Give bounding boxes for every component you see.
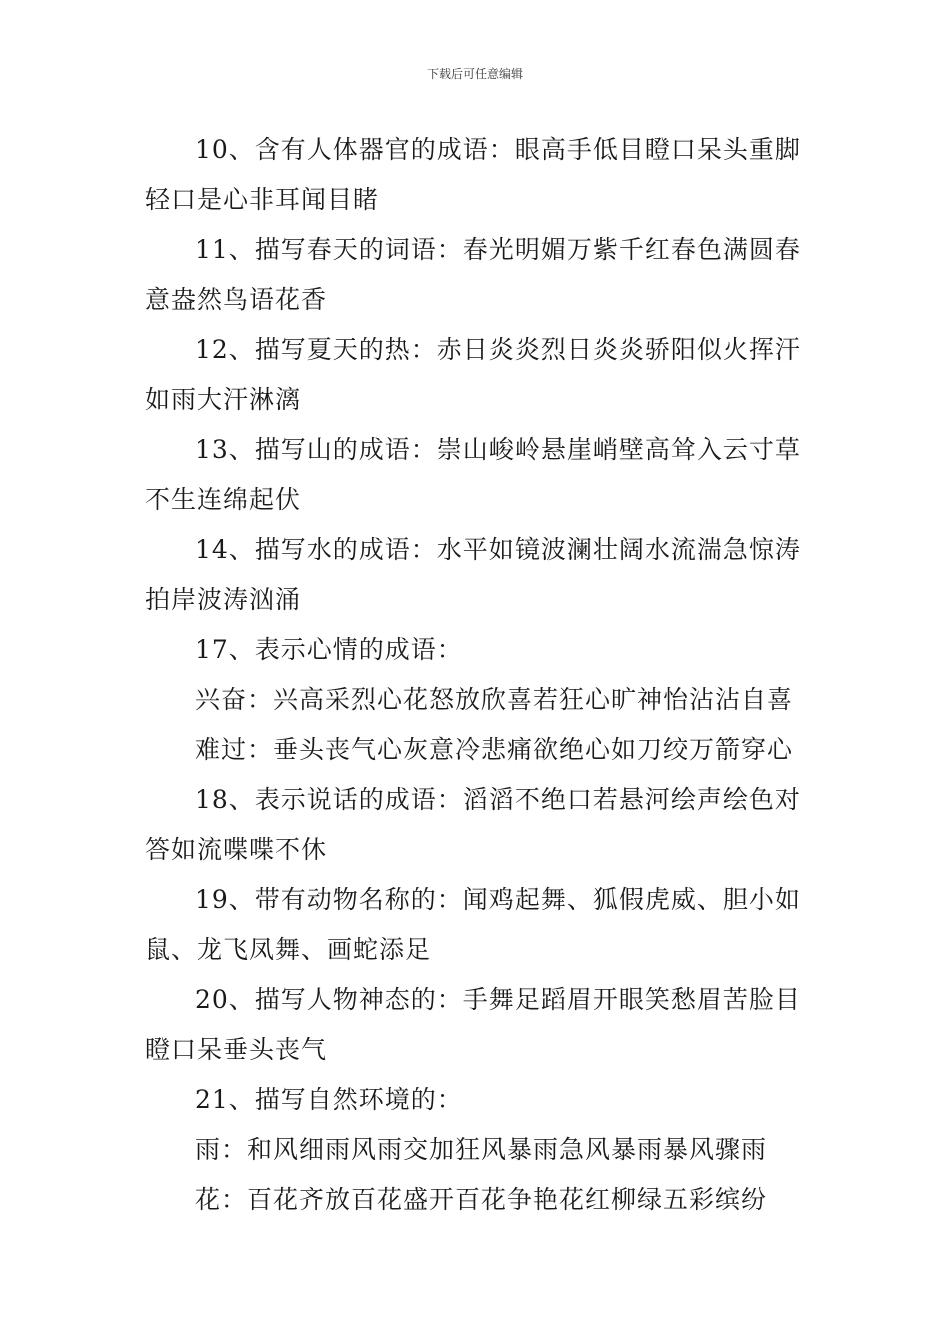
paragraph-rain: 雨：和风细雨风雨交加狂风暴雨急风暴雨暴风骤雨 [195,1135,768,1164]
paragraph-sad: 难过：垂头丧气心灰意冷悲痛欲绝心如刀绞万箭穿心 [195,735,794,764]
paragraph-nature-heading: 21、描写自然环境的： [195,1085,463,1114]
paragraph-excited: 兴奋：兴高采烈心花怒放欣喜若狂心旷神怡沾沾自喜 [195,685,794,714]
paragraph-organ-idioms: 10、含有人体器官的成语：眼高手低目瞪口呆头重脚轻口是心非耳闻目睹 [145,135,801,214]
paragraph-animal-idioms: 19、带有动物名称的：闻鸡起舞、狐假虎威、胆小如鼠、龙飞凤舞、画蛇添足 [145,885,801,964]
page-header: 下载后可任意编辑 [426,67,523,81]
paragraph-mountain-idioms: 13、描写山的成语：崇山峻岭悬崖峭壁高耸入云寸草不生连绵起伏 [145,435,801,514]
paragraph-speech-idioms: 18、表示说话的成语：滔滔不绝口若悬河绘声绘色对答如流喋喋不休 [145,785,801,864]
paragraph-flowers: 花：百花齐放百花盛开百花争艳花红柳绿五彩缤纷 [195,1185,768,1214]
document-body [145,125,810,1225]
paragraph-mood-idioms-heading: 17、表示心情的成语： [195,635,463,664]
paragraph-water-idioms: 14、描写水的成语：水平如镜波澜壮阔水流湍急惊涛拍岸波涛汹涌 [145,535,801,614]
paragraph-expression-idioms: 20、描写人物神态的：手舞足蹈眉开眼笑愁眉苦脸目瞪口呆垂头丧气 [145,985,801,1064]
paragraph-summer-heat: 12、描写夏天的热：赤日炎炎烈日炎炎骄阳似火挥汗如雨大汗淋漓 [145,335,801,414]
paragraph-spring-words: 11、描写春天的词语：春光明媚万紫千红春色满圆春意盎然鸟语花香 [145,235,801,314]
